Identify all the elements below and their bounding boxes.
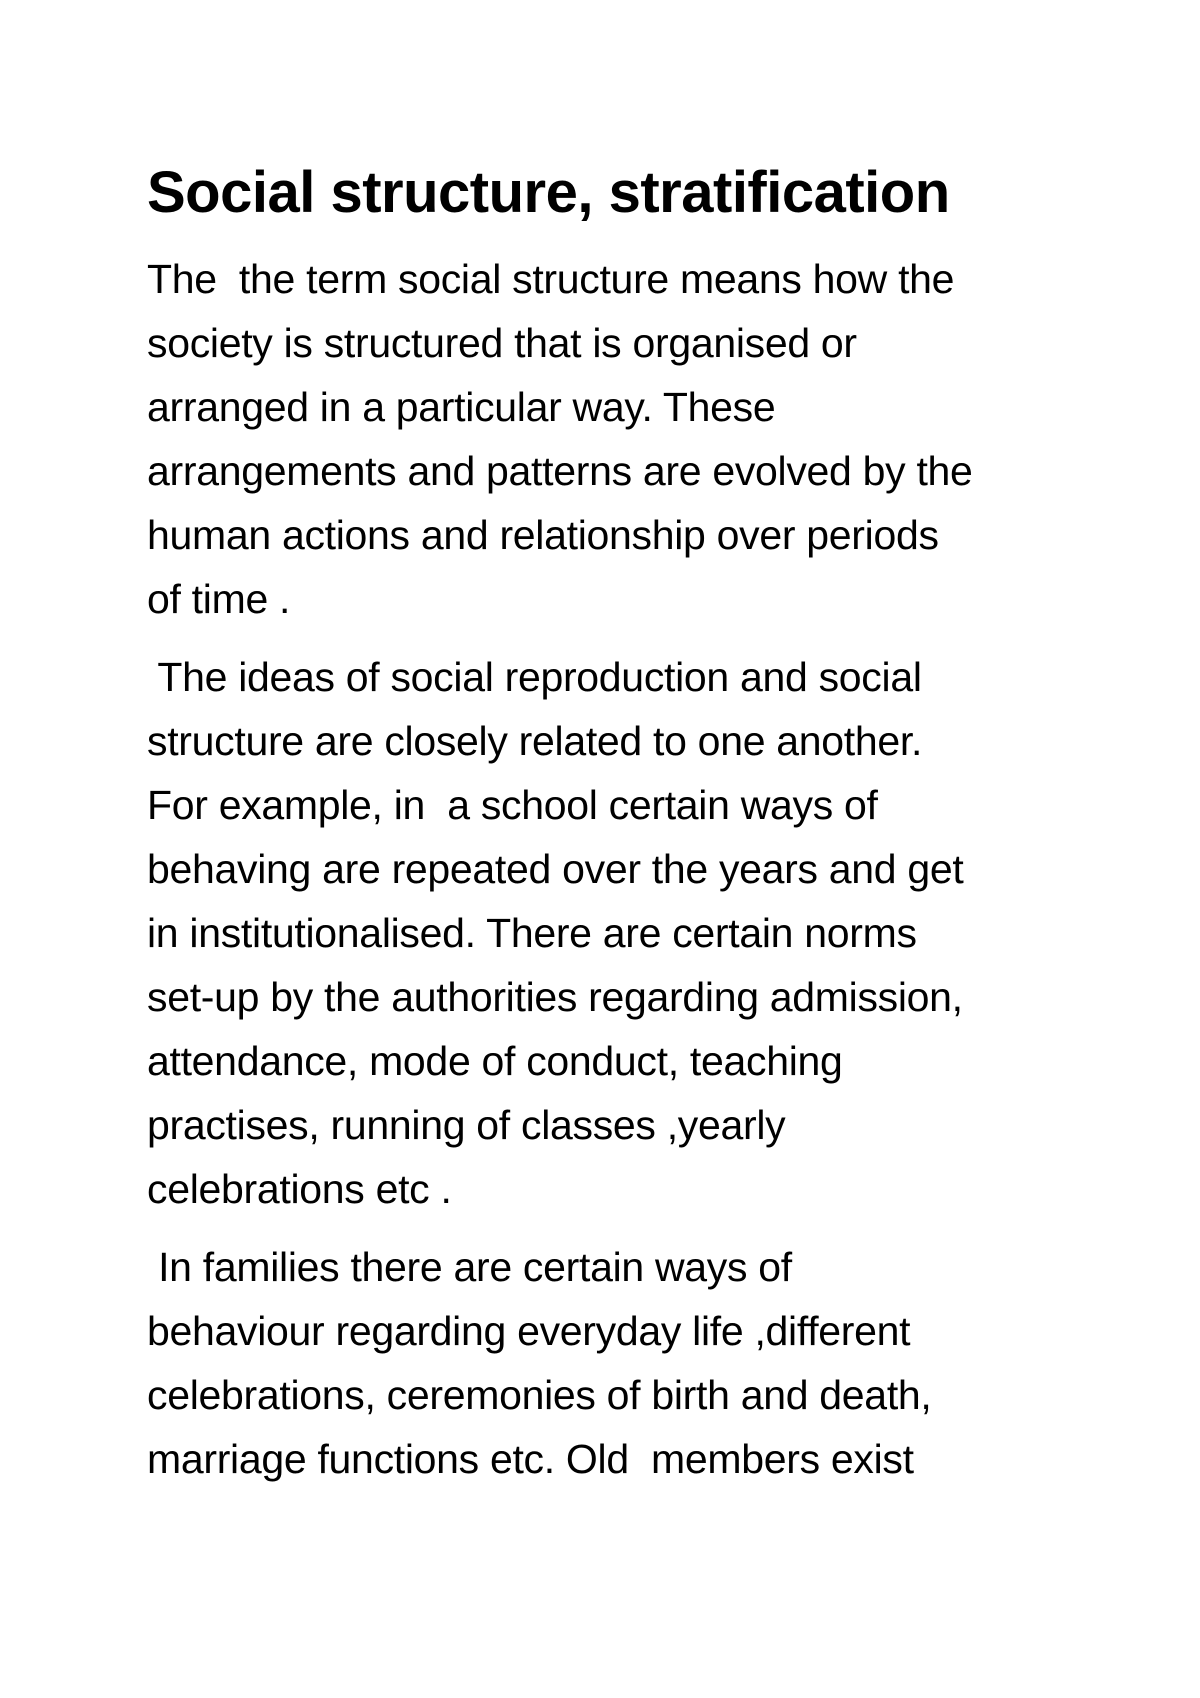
document-body <box>147 155 1147 1505</box>
text-line: The the term social structure means how the <box>147 256 955 302</box>
text-line: The ideas of social reproduction and social <box>147 654 922 700</box>
text-line: society is structured that is organised or <box>147 320 857 366</box>
text-line: of time . <box>147 576 291 622</box>
text-line: arranged in a particular way. These <box>147 384 776 430</box>
paragraph-2 <box>147 645 1147 1221</box>
text-line: practises, running of classes ,yearly <box>147 1102 786 1148</box>
text-line: in institutionalised. There are certain norms <box>147 910 917 956</box>
text-line: attendance, mode of conduct, teaching <box>147 1038 843 1084</box>
text-line: human actions and relationship over periods <box>147 512 939 558</box>
text-line: In families there are certain ways of <box>147 1244 792 1290</box>
document-title: Social structure, stratification <box>147 160 950 225</box>
paragraph-1 <box>147 247 1147 631</box>
text-line: For example, in a school certain ways of <box>147 782 878 828</box>
text-line: behaviour regarding everyday life ,different <box>147 1308 911 1354</box>
paragraph-3 <box>147 1235 1147 1491</box>
text-line: behaving are repeated over the years and get <box>147 846 964 892</box>
text-line: structure are closely related to one another. <box>147 718 923 764</box>
text-line: set-up by the authorities regarding admission, <box>147 974 963 1020</box>
text-line: celebrations etc . <box>147 1166 452 1212</box>
text-line: marriage functions etc. Old members exist <box>147 1436 914 1482</box>
text-line: arrangements and patterns are evolved by the <box>147 448 973 494</box>
text-line: celebrations, ceremonies of birth and death, <box>147 1372 932 1418</box>
